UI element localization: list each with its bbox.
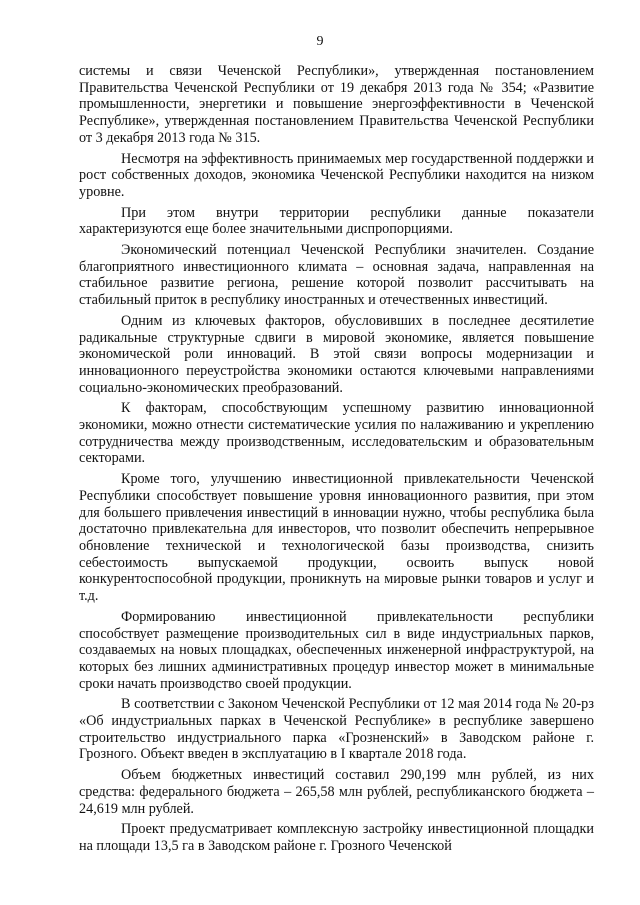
paragraph-10: Объем бюджетных инвестиций составил 290,199 млн рублей, из них средства: федерального бюджета – 265,58 млн рублей, республиканского бюджета – 24,619 млн рублей. <box>79 767 594 817</box>
paragraph-1: системы и связи Чеченской Республики», утвержденная постановлением Правительства Чеченской Республики от 19 декабря 2013 года № 354; «Развитие промышленности, энергетики и повышение энергоэффективности в Чеченской Республике», утвержденная постановлением Правительства Чеченской Республики от 3 декабря 2013 года № 315. <box>79 63 594 146</box>
paragraph-2: Несмотря на эффективность принимаемых мер государственной поддержки и рост собственных доходов, экономика Чеченской Республики находится на низком уровне. <box>79 150 594 200</box>
page-number: 9 <box>316 34 324 49</box>
paragraph-3: При этом внутри территории республики данные показатели характеризуются еще более значительными диспропорциями. <box>79 204 594 238</box>
document-body <box>79 63 594 859</box>
paragraph-7: Кроме того, улучшению инвестиционной привлекательности Чеченской Республики способствует повышение уровня инновационного развития, при этом для большего привлечения инвестиций в инновации нужно, чтобы республика была достаточно привлекательна для инвесторов, что позволит обеспечить непрерывное обновление технической и технологической базы производства, снизить себестоимость выпускаемой продукции, освоить выпуск новой конкурентоспособной продукции, проникнуть на мировые рынки товаров и услуг и т.д. <box>79 471 594 605</box>
paragraph-9: В соответствии с Законом Чеченской Республики от 12 мая 2014 года № 20-рз «Об индустриальных парках в Чеченской Республике» в республике завершено строительство индустриального парка «Грозненский» в Заводском районе г. Грозного. Объект введен в эксплуатацию в I квартале 2018 года. <box>79 696 594 763</box>
paragraph-11: Проект предусматривает комплексную застройку инвестиционной площадки на площади 13,5 га в Заводском районе г. Грозного Чеченской <box>79 821 594 854</box>
paragraph-6: К факторам, способствующим успешному развитию инновационной экономики, можно отнести систематические усилия по налаживанию и укреплению сотрудничества между производственным, исследовательским и образовательным секторами. <box>79 400 594 467</box>
paragraph-8: Формированию инвестиционной привлекательности республики способствует размещение производительных сил в виде индустриальных парков, создаваемых на новых площадках, обеспеченных инженерной инфраструктурой, на которых без лишних административных процедур инвестор может в минимальные сроки начать производство своей продукции. <box>79 608 594 692</box>
paragraph-4: Экономический потенциал Чеченской Республики значителен. Создание благоприятного инвестиционного климата – основная задача, направленная на стабильное развитие региона, решение которой позволит рассчитывать на стабильный приток в республику иностранных и отечественных инвестиций. <box>79 242 594 309</box>
paragraph-5: Одним из ключевых факторов, обусловивших в последнее десятилетие радикальные структурные сдвиги в мировой экономике, является повышение экономической роли инноваций. В этой связи вопросы модернизации и инновационного переустройства экономики остаются ключевыми направлениями социально-экономических преобразований. <box>79 312 594 396</box>
